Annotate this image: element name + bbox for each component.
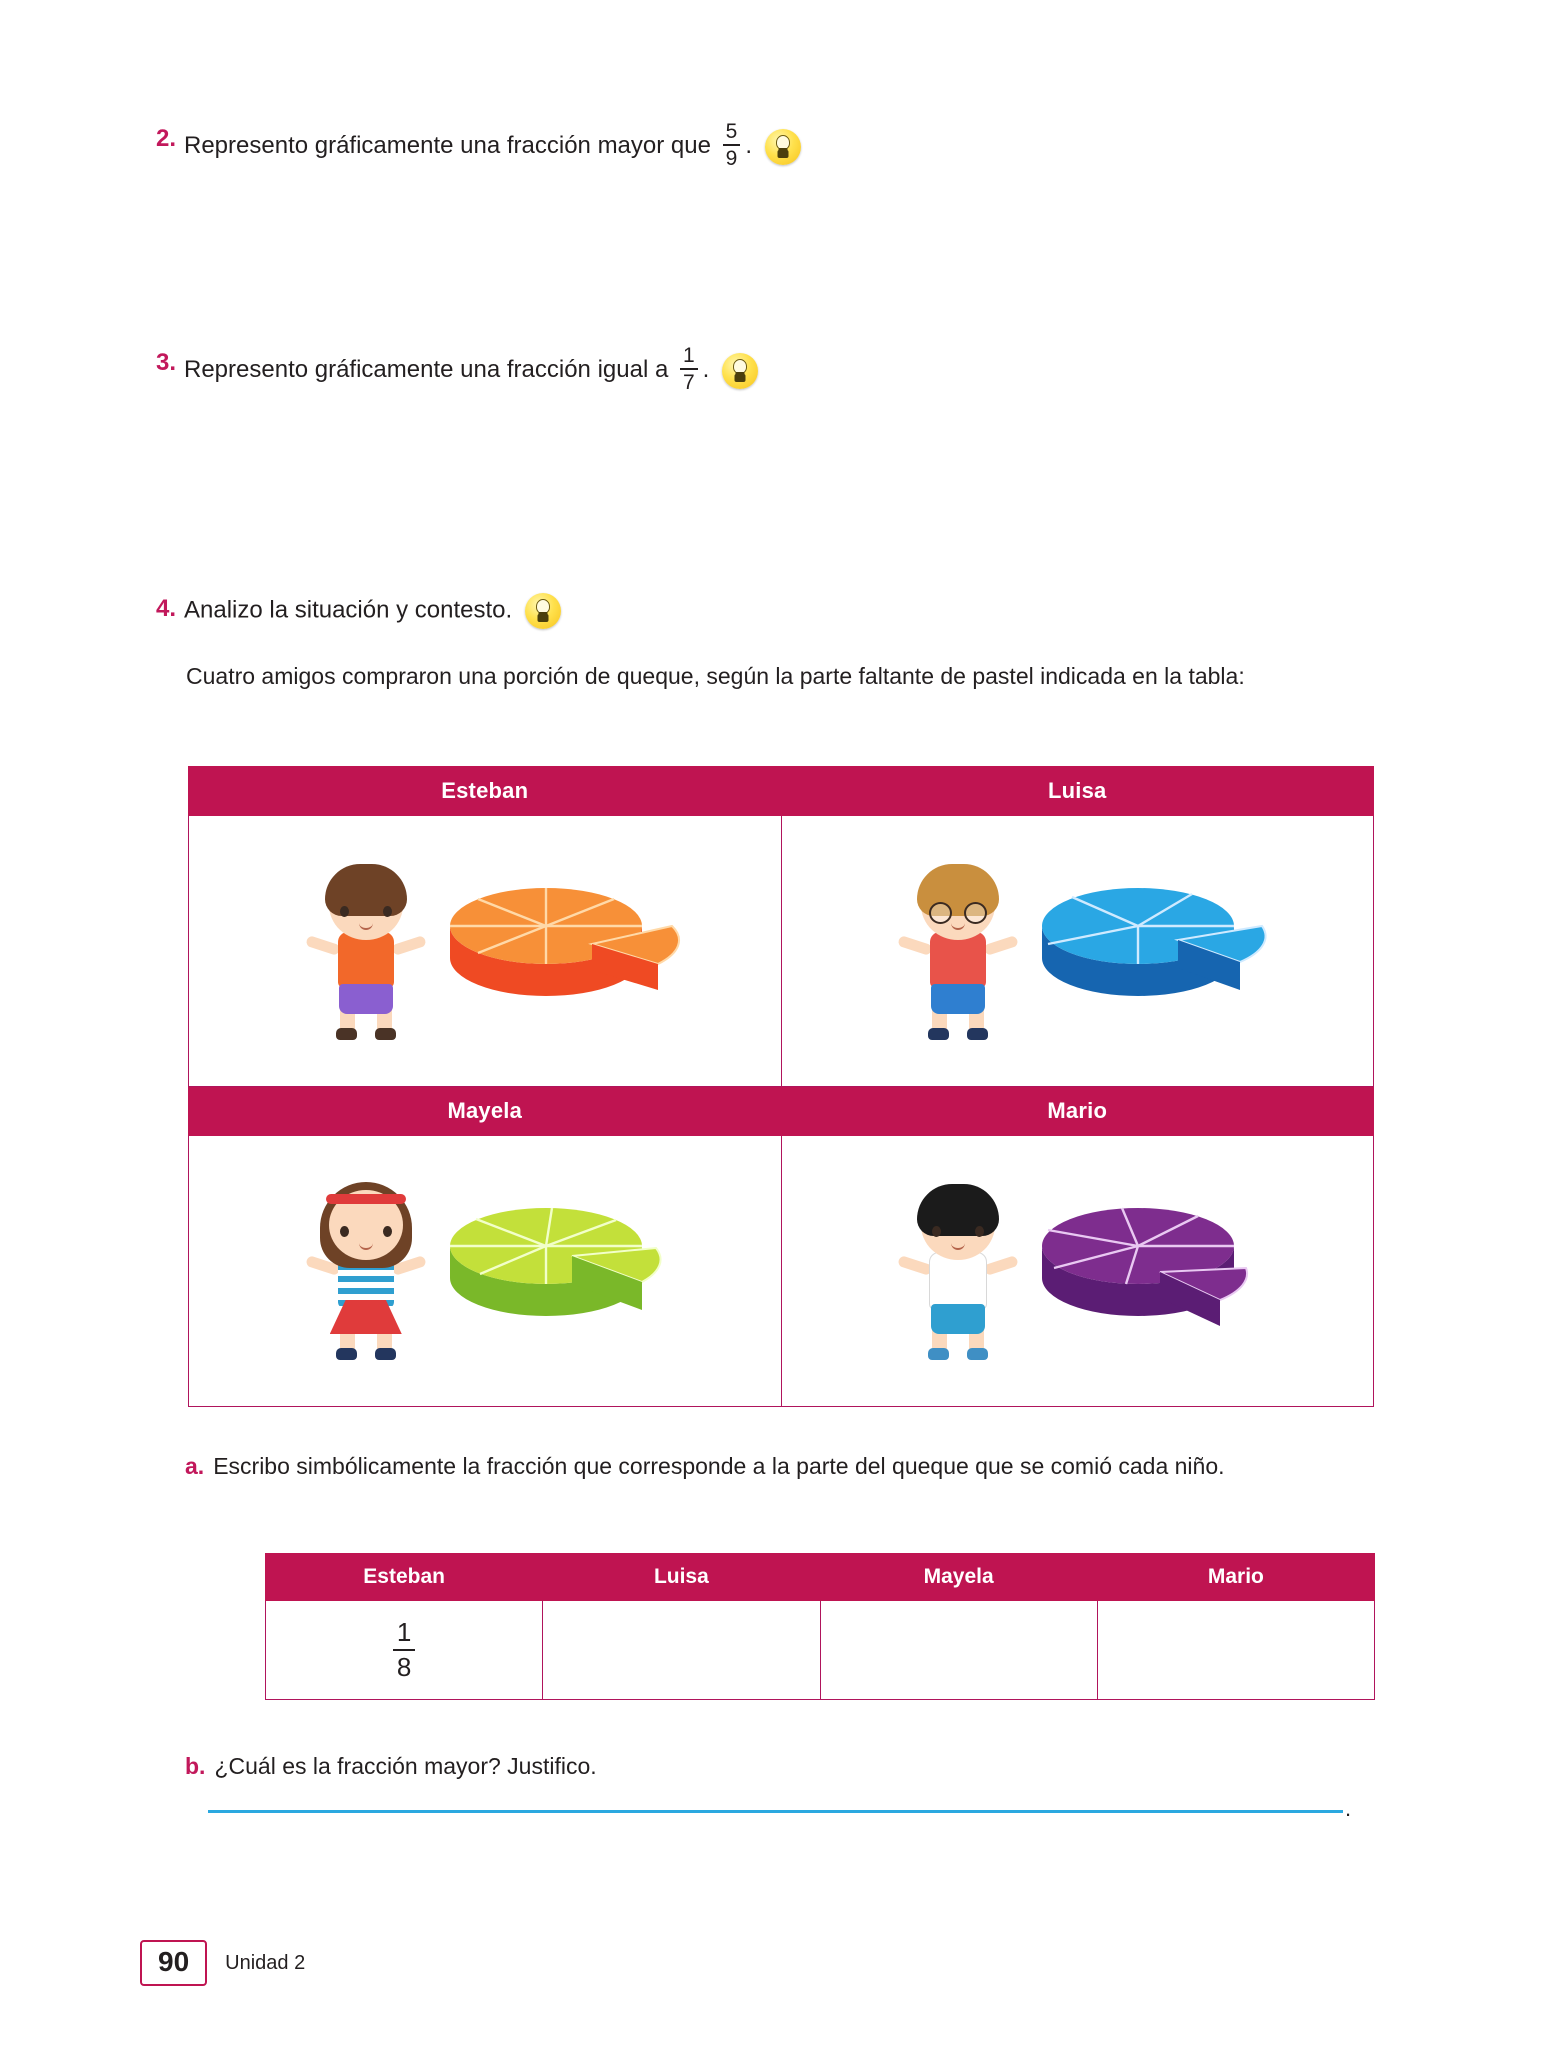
table-row xyxy=(189,1136,1374,1407)
exercise-4 xyxy=(150,593,561,629)
exercise-3-text xyxy=(184,344,758,395)
table-row xyxy=(189,816,1374,1087)
answer-header-luisa: Luisa xyxy=(543,1554,820,1601)
kid-mario xyxy=(902,1178,1014,1364)
shorts xyxy=(339,984,393,1014)
exercise-3-number: 3. xyxy=(155,349,176,376)
cake-blue-svg xyxy=(1032,866,1252,1036)
shirt xyxy=(929,1252,987,1310)
item-a-letter: a. xyxy=(185,1453,205,1479)
cake-green xyxy=(440,1186,660,1356)
arm-right xyxy=(983,1255,1019,1276)
answer-table xyxy=(265,1553,1375,1700)
exercise-2-text xyxy=(184,120,801,171)
overalls xyxy=(931,984,985,1014)
item-a-text: Escribo simbólicamente la fracción que corresponde a la parte del queque que se comió cada niño. xyxy=(213,1453,1225,1479)
header-mayela: Mayela xyxy=(189,1087,782,1136)
answer-cell-mayela[interactable] xyxy=(820,1601,1097,1700)
exercise-4-number: 4. xyxy=(155,595,176,622)
shoe-right xyxy=(967,1028,988,1040)
fraction-numerator: 5 xyxy=(725,120,738,143)
shoe-right xyxy=(967,1348,988,1360)
arm-right xyxy=(983,935,1019,956)
table-header-row xyxy=(189,767,1374,816)
page-number: 90 xyxy=(140,1940,207,1986)
exercise-2-label: Represento gráficamente una fracción mayor que xyxy=(184,132,711,160)
cake-orange-svg xyxy=(440,866,660,1036)
exercise-2 xyxy=(150,120,801,171)
glasses-icon xyxy=(928,902,988,920)
kid-luisa xyxy=(902,858,1014,1044)
answer-header-esteban: Esteban xyxy=(266,1554,543,1601)
answer-header-mario: Mario xyxy=(1097,1554,1374,1601)
exercise-4-text xyxy=(184,593,561,629)
cell-esteban xyxy=(189,816,782,1087)
hair xyxy=(325,864,407,916)
unit-label: Unidad 2 xyxy=(225,1951,306,1974)
header-mario: Mario xyxy=(781,1087,1374,1136)
item-b-text: ¿Cuál es la fracción mayor? Justifico. xyxy=(214,1753,597,1779)
shirt xyxy=(930,932,986,988)
arm-right xyxy=(391,935,427,956)
eye-right xyxy=(383,1226,392,1237)
eye-left xyxy=(340,906,349,917)
answer-write-line[interactable] xyxy=(208,1810,1343,1813)
exercise-3-label: Represento gráficamente una fracción igual a xyxy=(184,356,669,384)
cake-table xyxy=(188,766,1374,1407)
kid-esteban xyxy=(310,858,422,1044)
exercise-3-period: . xyxy=(702,356,710,384)
item-b-letter: b. xyxy=(185,1753,206,1779)
cake-blue xyxy=(1032,866,1252,1036)
exercise-3 xyxy=(150,344,758,395)
shoe-right xyxy=(375,1028,396,1040)
fraction-denominator: 9 xyxy=(725,146,738,170)
arm-left xyxy=(305,935,341,956)
hair xyxy=(917,1184,999,1236)
answer-header-row xyxy=(266,1554,1375,1601)
exercise-4-label: Analizo la situación y contesto. xyxy=(184,596,513,624)
exercise-2-fraction xyxy=(723,121,741,169)
page-footer xyxy=(140,1940,305,1986)
shirt xyxy=(338,932,394,988)
cell-mario xyxy=(781,1136,1374,1407)
fraction-bar xyxy=(393,1649,415,1651)
exercise-3-fraction xyxy=(680,345,698,393)
shoe-left xyxy=(928,1028,949,1040)
shoe-left xyxy=(928,1348,949,1360)
intro-paragraph: Cuatro amigos compraron una porción de queque, según la parte faltante de pastel indicada en la tabla: xyxy=(186,663,1245,689)
answer-cell-esteban[interactable] xyxy=(266,1601,543,1700)
cell-mayela xyxy=(189,1136,782,1407)
cake-orange xyxy=(440,866,660,1036)
shorts xyxy=(931,1304,985,1334)
item-b xyxy=(185,1750,1380,1782)
cake-green-svg xyxy=(440,1186,660,1356)
kid-mayela xyxy=(310,1178,422,1364)
shoe-left xyxy=(336,1028,357,1040)
fraction-denominator: 8 xyxy=(396,1651,412,1682)
table-header-row xyxy=(189,1087,1374,1136)
fraction-bar xyxy=(680,368,698,370)
lightbulb-icon xyxy=(722,353,758,389)
cell-luisa xyxy=(781,816,1374,1087)
header-luisa: Luisa xyxy=(781,767,1374,816)
lightbulb-icon xyxy=(765,129,801,165)
lightbulb-icon xyxy=(525,593,561,629)
headband xyxy=(326,1194,406,1204)
cake-purple xyxy=(1032,1186,1252,1356)
fraction-numerator: 1 xyxy=(682,344,695,367)
exercise-2-period: . xyxy=(745,132,752,160)
item-b-trailing-mark: . xyxy=(1345,1796,1352,1821)
fraction-numerator: 1 xyxy=(396,1616,412,1647)
item-a xyxy=(185,1450,1380,1482)
fraction-denominator: 7 xyxy=(682,370,695,394)
answer-row xyxy=(266,1601,1375,1700)
shoe-right xyxy=(375,1348,396,1360)
fraction-bar xyxy=(723,144,741,146)
answer-header-mayela: Mayela xyxy=(820,1554,1097,1601)
header-esteban: Esteban xyxy=(189,767,782,816)
answer-fraction-esteban xyxy=(393,1616,415,1682)
arm-left xyxy=(897,935,933,956)
shoe-left xyxy=(336,1348,357,1360)
answer-cell-luisa[interactable] xyxy=(543,1601,820,1700)
exercise-2-number: 2. xyxy=(155,125,176,152)
cake-purple-svg xyxy=(1032,1186,1252,1356)
answer-cell-mario[interactable] xyxy=(1097,1601,1374,1700)
eye-left xyxy=(340,1226,349,1237)
eye-right xyxy=(383,906,392,917)
arm-left xyxy=(897,1255,933,1276)
